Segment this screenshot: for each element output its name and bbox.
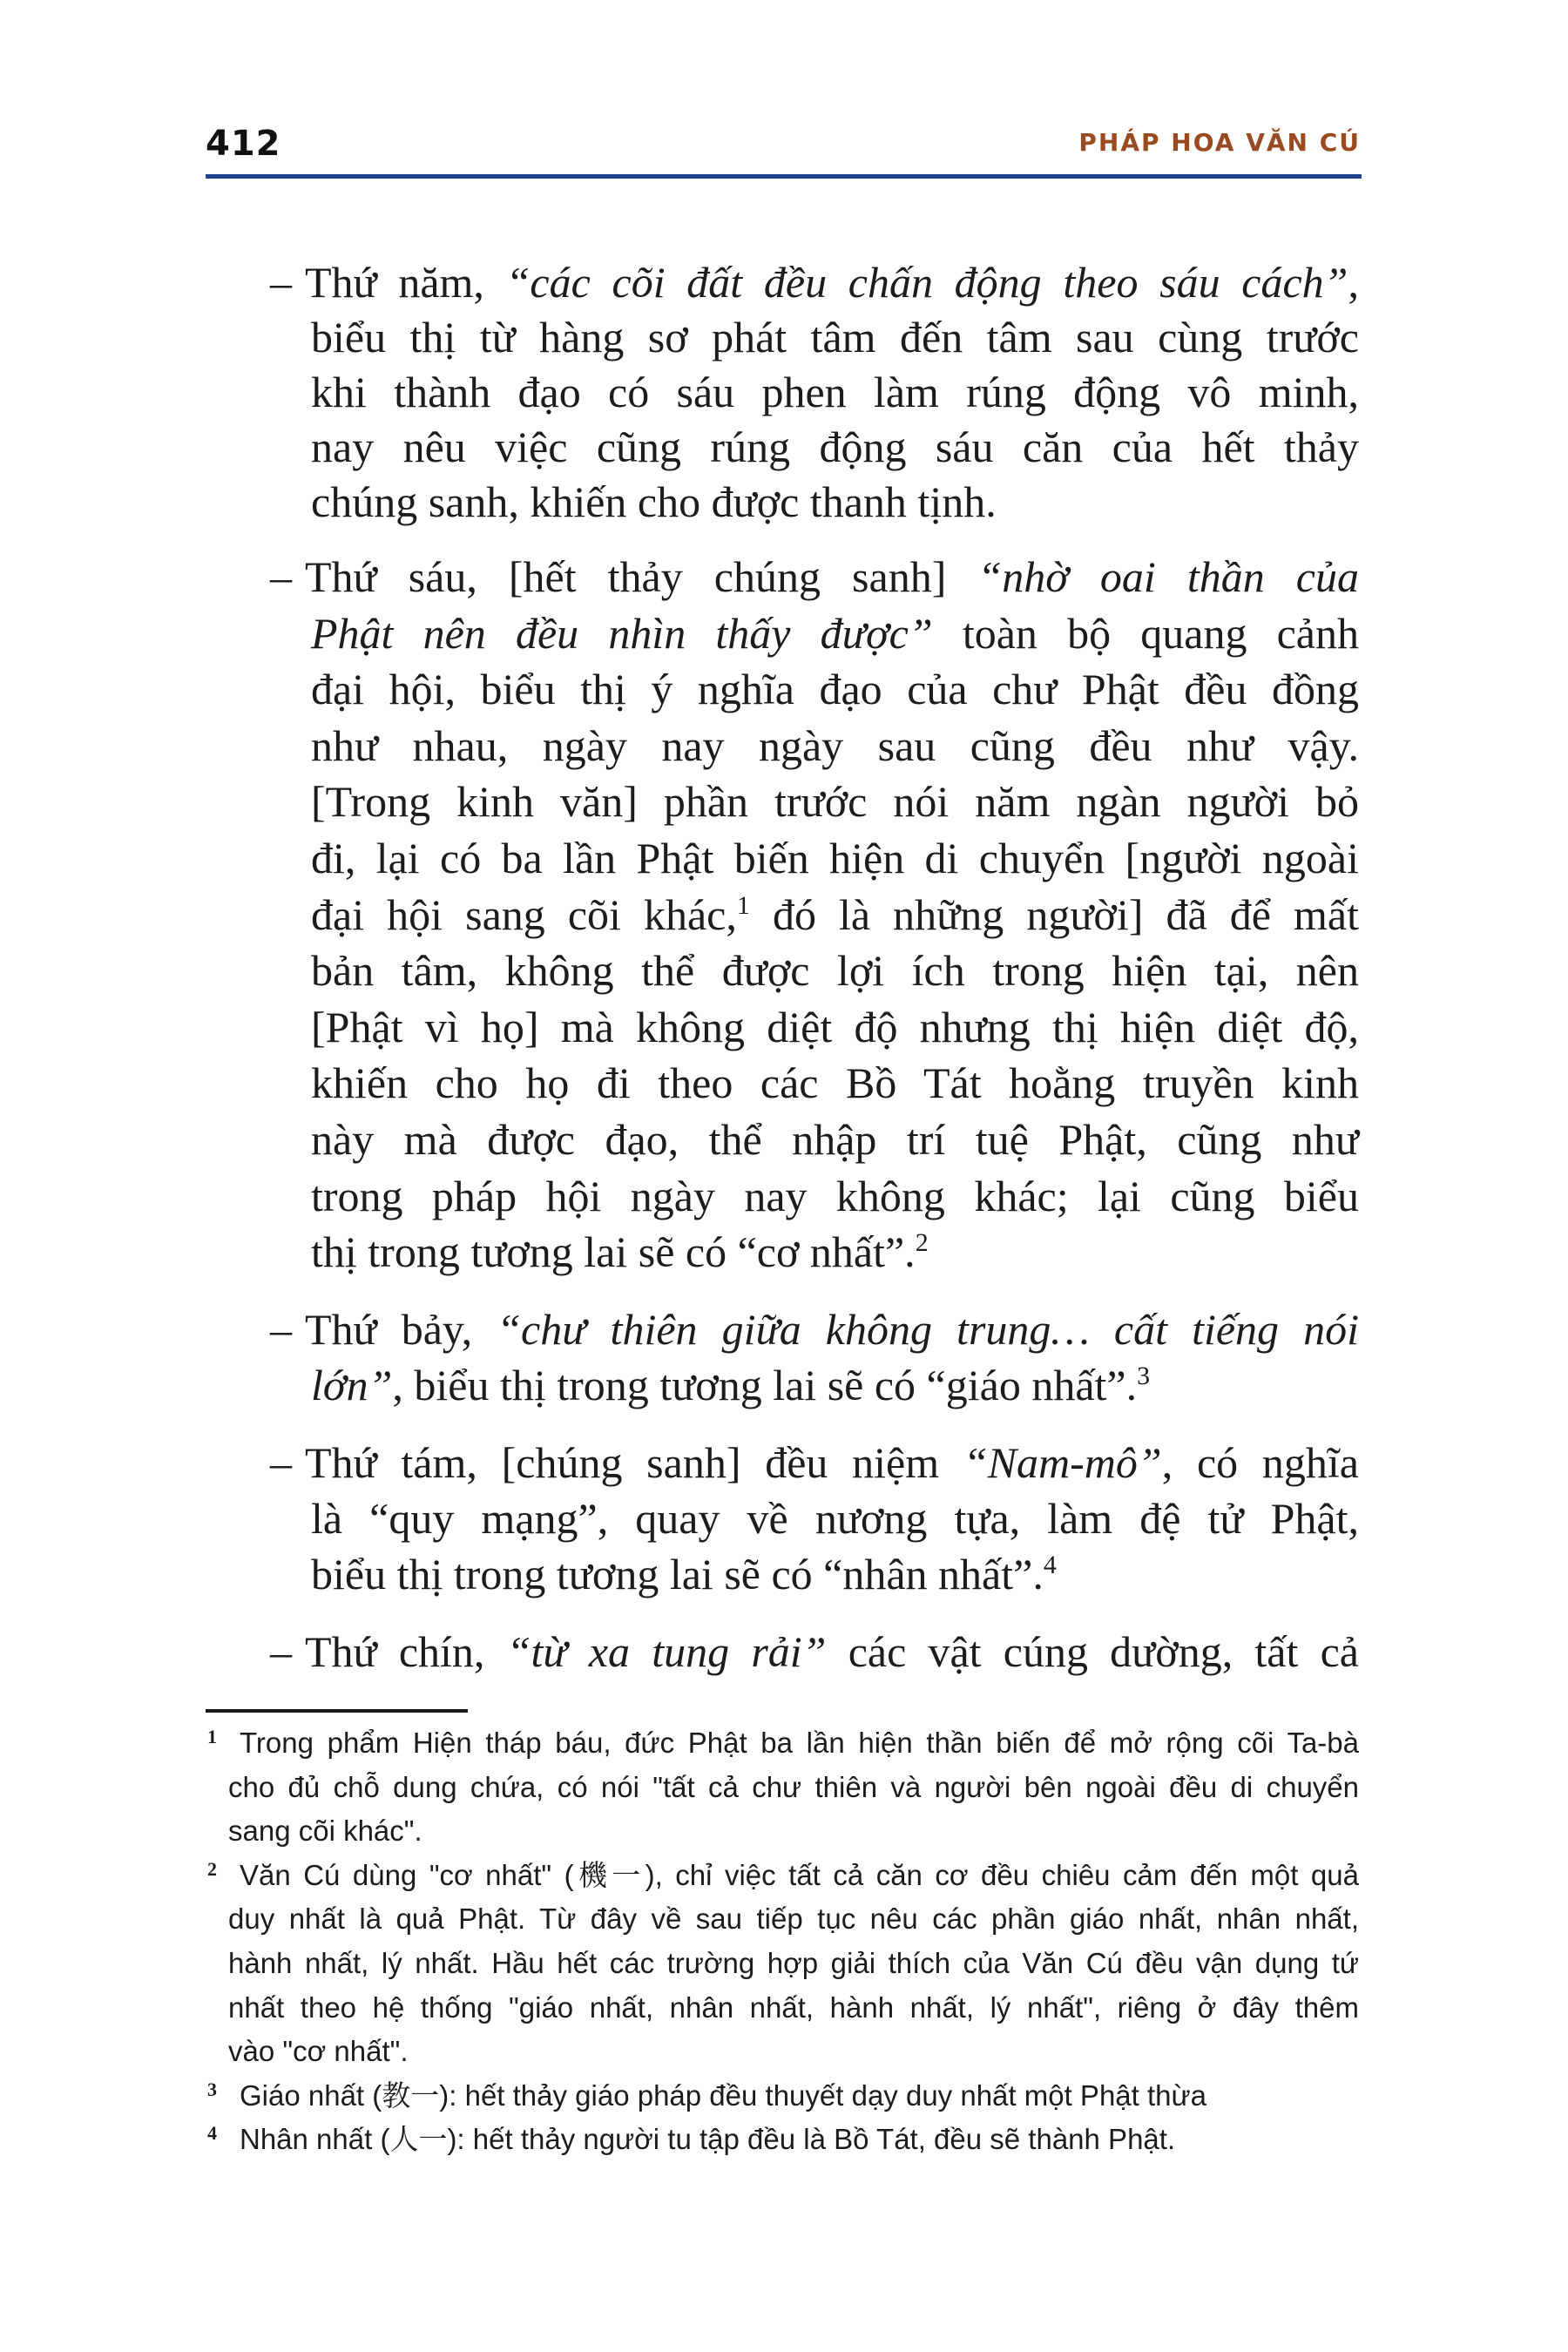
body-text-run: bản tâm, không thể được lợi ích trong hiện tại, nên (311, 946, 1359, 995)
body-line (311, 1168, 1359, 1224)
footnote-reference[interactable]: 3 (1137, 1362, 1151, 1390)
body-text-run: các vật cúng dường, tất cả (826, 1627, 1359, 1676)
footnote-number: 4 (207, 2122, 217, 2144)
body-text-run: , có nghĩa (1161, 1438, 1359, 1487)
footnote-line (240, 2118, 1359, 2161)
list-dash: – (270, 552, 292, 601)
footnote-reference[interactable]: 2 (915, 1228, 929, 1257)
body-line (311, 999, 1359, 1055)
body-text-run: Thứ sáu, [hết thảy chúng sanh] (305, 552, 978, 601)
body-line (311, 309, 1359, 365)
body-text-run: thị trong tương lai sẽ có “cơ nhất”. (311, 1227, 916, 1276)
body-text-run: như nhau, ngày nay ngày sau cũng đều như vậy. (311, 721, 1359, 770)
body-text-run: , (1348, 258, 1359, 307)
body-text-run: , biểu thị trong tương lai sẽ có “giáo nhất”. (392, 1361, 1138, 1409)
body-text-run: đại hội sang cõi khác, (311, 890, 737, 939)
body-text-run: khi thành đạo có sáu phen làm rúng động vô minh, (311, 368, 1359, 416)
body-line (311, 887, 1359, 943)
list-dash: – (270, 1305, 292, 1354)
footnote-line (228, 1986, 1359, 2030)
footnote-separator-rule (206, 1709, 468, 1713)
list-dash: – (270, 1627, 292, 1676)
body-text-run: khiến cho họ đi theo các Bồ Tát hoằng truyền kinh (311, 1058, 1359, 1107)
footnote-text: Nhân nhất (人一): hết thảy người tu tập đều là Bồ Tát, đều sẽ thành Phật. (240, 2123, 1176, 2155)
body-line (311, 943, 1359, 998)
body-line (305, 1435, 1359, 1490)
italic-quote-text: “nhờ oai thần của (977, 552, 1359, 601)
body-line (311, 1357, 1359, 1413)
body-line (305, 254, 1359, 310)
body-text-run: này mà được đạo, thể nhập trí tuệ Phật, cũng như (311, 1115, 1359, 1164)
body-line (305, 1624, 1359, 1680)
running-title: PHÁP HOA VĂN CÚ (1078, 128, 1361, 157)
body-line (311, 605, 1359, 661)
body-text-run: Thứ chín, (305, 1627, 507, 1676)
body-line (311, 1224, 1359, 1280)
body-text-run: là “quy mạng”, quay về nương tựa, làm đệ tử Phật, (311, 1494, 1359, 1543)
italic-quote-text: “các cõi đất đều chấn động theo sáu cách” (505, 258, 1348, 307)
body-text-run: trong pháp hội ngày nay không khác; lại cũng biểu (311, 1172, 1359, 1220)
footnote-line (228, 1942, 1359, 1985)
italic-quote-text: lớn” (311, 1361, 393, 1409)
list-dash: – (270, 258, 292, 307)
page-number: 412 (206, 124, 281, 164)
italic-quote-text: Phật nên đều nhìn thấy được” (311, 609, 933, 658)
footnote-line (228, 1766, 1359, 1809)
body-text-run: biểu thị từ hàng sơ phát tâm đến tâm sau cùng trước (311, 313, 1359, 362)
body-line (311, 1490, 1359, 1546)
body-text-run: Thứ năm, (305, 258, 506, 307)
body-text-run: đó là những người] đã để mất (749, 890, 1359, 939)
body-text-run: đại hội, biểu thị ý nghĩa đạo của chư Phật đều đồng (311, 665, 1359, 713)
footnote-number: 3 (207, 2078, 217, 2100)
body-line (311, 774, 1359, 829)
footnote-line (228, 1809, 1359, 1853)
body-line (311, 830, 1359, 886)
footnote-reference[interactable]: 4 (1043, 1551, 1057, 1579)
body-line (311, 1546, 1359, 1602)
body-text-run: [Trong kinh văn] phần trước nói năm ngàn người bỏ (311, 777, 1359, 826)
italic-quote-text: “Nam-mô” (963, 1438, 1162, 1487)
body-line (311, 364, 1359, 420)
body-line (305, 1301, 1359, 1357)
footnote-line (228, 2030, 1359, 2073)
list-dash: – (270, 1438, 292, 1487)
footnote-text: nhất theo hệ thống "giáo nhất, nhân nhất, hành nhất, lý nhất", riêng ở đây thêm (228, 1991, 1359, 2024)
footnote-text: cho đủ chỗ dung chứa, có nói "tất cả chư thiên và người bên ngoài đều di chuyển (228, 1771, 1359, 1803)
body-text-run: nay nêu việc cũng rúng động sáu căn của hết thảy (311, 422, 1359, 471)
body-text-run: đi, lại có ba lần Phật biến hiện di chuyển [người ngoài (311, 834, 1359, 882)
body-line (311, 419, 1359, 475)
footnote-number: 1 (207, 1726, 217, 1747)
italic-quote-text: “từ xa tung rải” (506, 1627, 827, 1676)
footnote-line (228, 1897, 1359, 1941)
body-text-run: Thứ bảy, (305, 1305, 497, 1354)
footnote-text: sang cõi khác". (228, 1815, 422, 1847)
footnote-text: hành nhất, lý nhất. Hầu hết các trường hợp giải thích của Văn Cú đều vận dụng tứ (228, 1947, 1359, 1979)
footnote-reference[interactable]: 1 (736, 891, 750, 920)
body-text-run: biểu thị trong tương lai sẽ có “nhân nhất”. (311, 1550, 1044, 1598)
footnote-text: Văn Cú dùng "cơ nhất" (機一), chỉ việc tất cả căn cơ đều chiêu cảm đến một quả (240, 1859, 1359, 1891)
body-line (311, 661, 1359, 717)
italic-quote-text: “chư thiên giữa không trung… cất tiếng nói (497, 1305, 1360, 1354)
header-rule (206, 174, 1362, 179)
body-line (311, 474, 1359, 530)
body-text-run: chúng sanh, khiến cho được thanh tịnh. (311, 477, 997, 526)
footnote-text: vào "cơ nhất". (228, 2035, 409, 2067)
footnote-line (240, 1854, 1359, 1897)
body-line (305, 549, 1359, 605)
body-line (311, 1112, 1359, 1167)
footnote-line (240, 1721, 1359, 1765)
body-text-run: Thứ tám, [chúng sanh] đều niệm (305, 1438, 963, 1487)
body-text-run: toàn bộ quang cảnh (932, 609, 1360, 658)
footnote-text: Giáo nhất (教一): hết thảy giáo pháp đều thuyết dạy duy nhất một Phật thừa (240, 2079, 1206, 2112)
footnote-text: Trong phẩm Hiện tháp báu, đức Phật ba lần hiện thần biến để mở rộng cõi Ta-bà (240, 1727, 1359, 1759)
footnote-text: duy nhất là quả Phật. Từ đây về sau tiếp tục nêu các phần giáo nhất, nhân nhất, (228, 1903, 1359, 1935)
footnote-line (240, 2074, 1359, 2118)
footnote-number: 2 (207, 1858, 217, 1880)
body-line (311, 718, 1359, 774)
body-text-run: [Phật vì họ] mà không diệt độ nhưng thị hiện diệt độ, (311, 1003, 1359, 1051)
body-line (311, 1055, 1359, 1111)
